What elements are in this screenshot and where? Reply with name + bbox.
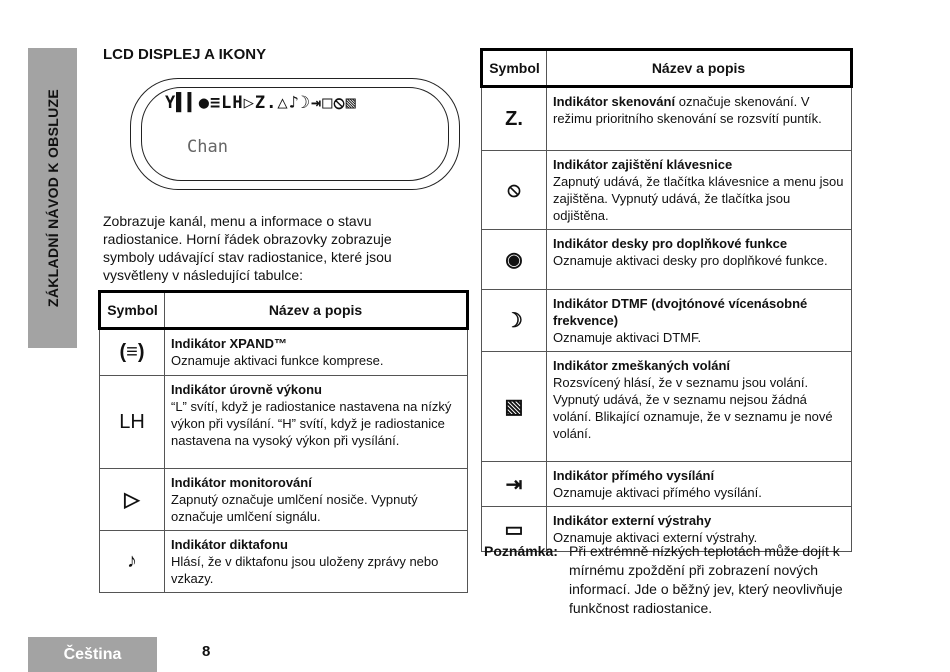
- row-description: [165, 469, 468, 531]
- table-row: [100, 376, 468, 469]
- note-text: Při extrémně nízkých teplotách může dojít k mírnému zpoždění při zobrazení nových informací. Jde o běžný jev, který neovlivňuje funkčnost radiostanice.: [569, 543, 843, 616]
- row-title: Indikátor externí výstrahy: [553, 513, 712, 528]
- power-level-icon: LH: [100, 376, 165, 469]
- row-title: Indikátor diktafonu: [171, 537, 288, 552]
- table-row: [100, 531, 468, 593]
- lcd-channel-text: Chan: [187, 137, 228, 157]
- option-board-icon: ◉: [482, 230, 547, 290]
- row-title: Indikátor skenování: [553, 94, 676, 109]
- talkaround-icon: ⇥: [482, 462, 547, 507]
- row-title: Indikátor XPAND™: [171, 336, 288, 351]
- row-title: Indikátor desky pro doplňkové funkce: [553, 236, 788, 251]
- row-text: označuje skenování. V režimu prioritního skenování se rozsvítí puntík.: [553, 94, 822, 126]
- row-text: Oznamuje aktivaci DTMF.: [553, 330, 702, 345]
- table-row: [482, 352, 852, 462]
- row-title: Indikátor úrovně výkonu: [171, 382, 322, 397]
- row-title: Indikátor zajištění klávesnice: [553, 157, 733, 172]
- sidebar-label: ZÁKLADNÍ NÁVOD K OBSLUZE: [44, 89, 61, 307]
- table-row: [482, 462, 852, 507]
- language-tab: Čeština: [28, 637, 157, 672]
- dtmf-icon: ☽: [482, 290, 547, 352]
- sidebar-tab: [28, 48, 77, 348]
- lcd-icon-row: Y▌▍●≡LH▷Z.△♪☽⇥□⦸▧: [165, 93, 357, 113]
- page-number: 8: [202, 643, 211, 660]
- row-text: Oznamuje aktivaci desky pro doplňkové funkce.: [553, 253, 828, 268]
- table-row: [482, 230, 852, 290]
- xpand-icon: (≡): [100, 329, 165, 376]
- table-header: [482, 50, 852, 87]
- row-description: [547, 87, 852, 151]
- intro-paragraph: Zobrazuje kanál, menu a informace o stavu radiostanice. Horní řádek obrazovky zobrazuje symboly udávající stav radiostanice, které jsou vysvětleny v následující tabulce:: [103, 213, 392, 283]
- missed-call-icon: ▧: [482, 352, 547, 462]
- table-row: [482, 87, 852, 151]
- row-text: “L” svítí, když je radiostanice nastavena na nízký výkon při vysílání. “H” svítí, když je radiostanice nastavena na vysoký výkon při vysílání.: [171, 399, 452, 448]
- keypad-lock-icon: ⦸: [482, 151, 547, 230]
- row-description: [547, 290, 852, 352]
- external-alarm-icon: ▭: [482, 507, 547, 552]
- table-row: [482, 151, 852, 230]
- table-row: [100, 469, 468, 531]
- note-label: Poznámka:: [484, 543, 558, 559]
- col-name-header: Název a popis: [165, 292, 468, 329]
- row-text: Oznamuje aktivaci přímého vysílání.: [553, 485, 762, 500]
- symbol-table-right: [480, 48, 853, 552]
- row-description: [165, 531, 468, 593]
- col-symbol-header: Symbol: [100, 292, 165, 329]
- row-text: Oznamuje aktivaci funkce komprese.: [171, 353, 384, 368]
- row-text: Zapnutý udává, že tlačítka klávesnice a menu jsou zajištěna. Vypnutý udává, že tlačítka jsou odjištěna.: [553, 174, 844, 223]
- row-description: [547, 352, 852, 462]
- row-description: [547, 230, 852, 290]
- row-text: Hlásí, že v diktafonu jsou uloženy zprávy nebo vzkazy.: [171, 554, 439, 586]
- row-text: Oznamuje aktivaci externí výstrahy.: [553, 530, 758, 545]
- col-name-header: Název a popis: [547, 50, 852, 87]
- scan-icon: Z.: [482, 87, 547, 151]
- music-note-icon: ♪: [100, 531, 165, 593]
- section-title: LCD DISPLEJ A IKONY: [103, 46, 267, 63]
- row-description: [547, 462, 852, 507]
- row-title: Indikátor DTMF (dvojtónové vícenásobné frekvence): [553, 296, 808, 328]
- table-header: [100, 292, 468, 329]
- row-title: Indikátor přímého vysílání: [553, 468, 715, 483]
- symbol-table-left: [98, 290, 469, 593]
- table-row: [482, 290, 852, 352]
- row-description: [547, 151, 852, 230]
- row-text: Zapnutý označuje umlčení nosiče. Vypnutý označuje umlčení signálu.: [171, 492, 418, 524]
- row-description: [165, 376, 468, 469]
- row-text: Rozsvícený hlásí, že v seznamu jsou volání. Vypnutý udává, že v seznamu nejsou žádná volání. Blikající oznamuje, že v seznamu je nové volání.: [553, 375, 833, 441]
- monitor-icon: ▷: [100, 469, 165, 531]
- col-symbol-header: Symbol: [482, 50, 547, 87]
- table-row: [100, 329, 468, 376]
- row-title: Indikátor zmeškaných volání: [553, 358, 731, 373]
- lcd-display: [130, 78, 460, 190]
- row-description: [165, 329, 468, 376]
- row-title: Indikátor monitorování: [171, 475, 312, 490]
